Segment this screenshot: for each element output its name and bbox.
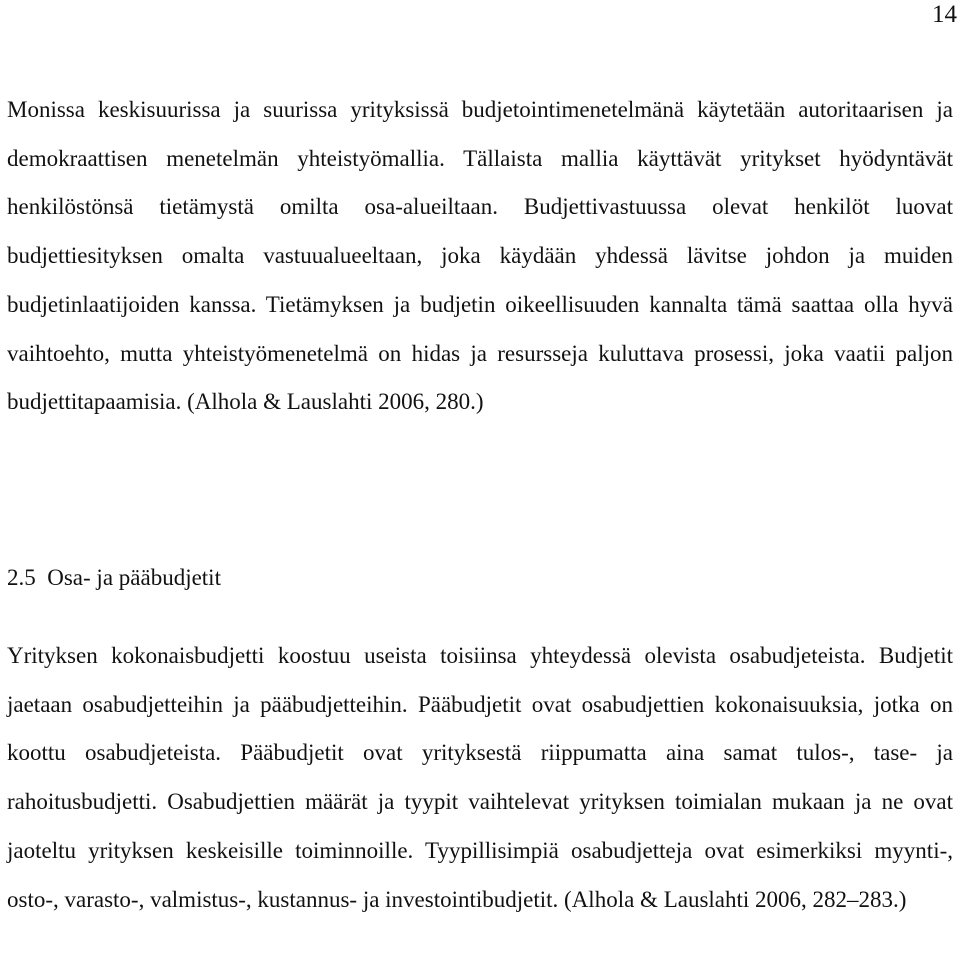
body-paragraph: Yrityksen kokonaisbudjetti koostuu useista toisiinsa yhteydessä olevista osabudjeteista. Budjetit jaetaan osabudjetteihin ja pääbudjetteihin. Pääbudjetit ovat osabudjettien kokonaisuuksia, jotka on koottu osabudjeteista. Pääbudjetit ovat yrityksestä riippumatta aina samat tulos-, tase- ja rahoitusbudjetti. Osabudjettien määrät ja tyypit vaihtelevat yrityksen toimialan mukaan ja ne ovat jaoteltu yrityksen keskeisille toiminnoille. Tyypillisimpiä osabudjetteja ovat esimerkiksi myynti-, osto-, varasto-, valmistus-, kustannus- ja investointibudjetit. (Alhola & Lauslahti 2006, 282–283.) — [7, 643, 953, 912]
body-paragraph: Monissa keskisuurissa ja suurissa yrityksissä budjetointimenetelmänä käytetään autoritaarisen ja demokraattisen menetelmän yhteistyömallia. Tällaista mallia käyttävät yritykset hyödyntävät henkilöstönsä tietämystä omilta osa-alueiltaan. Budjettivastuussa olevat henkilöt luovat budjettiesityksen omalta vastuualueeltaan, joka käydään yhdessä lävitse johdon ja muiden budjetinlaatijoiden kanssa. Tietämyksen ja budjetin oikeellisuuden kannalta tämä saattaa olla hyvä vaihtoehto, mutta yhteistyömenetelmä on hidas ja resursseja kuluttava prosessi, joka vaatii paljon budjettitapaamisia. (Alhola & Lauslahti 2006, 280.) — [7, 97, 953, 415]
page-number: 14 — [932, 1, 957, 28]
section-heading: 2.5 Osa- ja pääbudjetit — [7, 565, 221, 590]
